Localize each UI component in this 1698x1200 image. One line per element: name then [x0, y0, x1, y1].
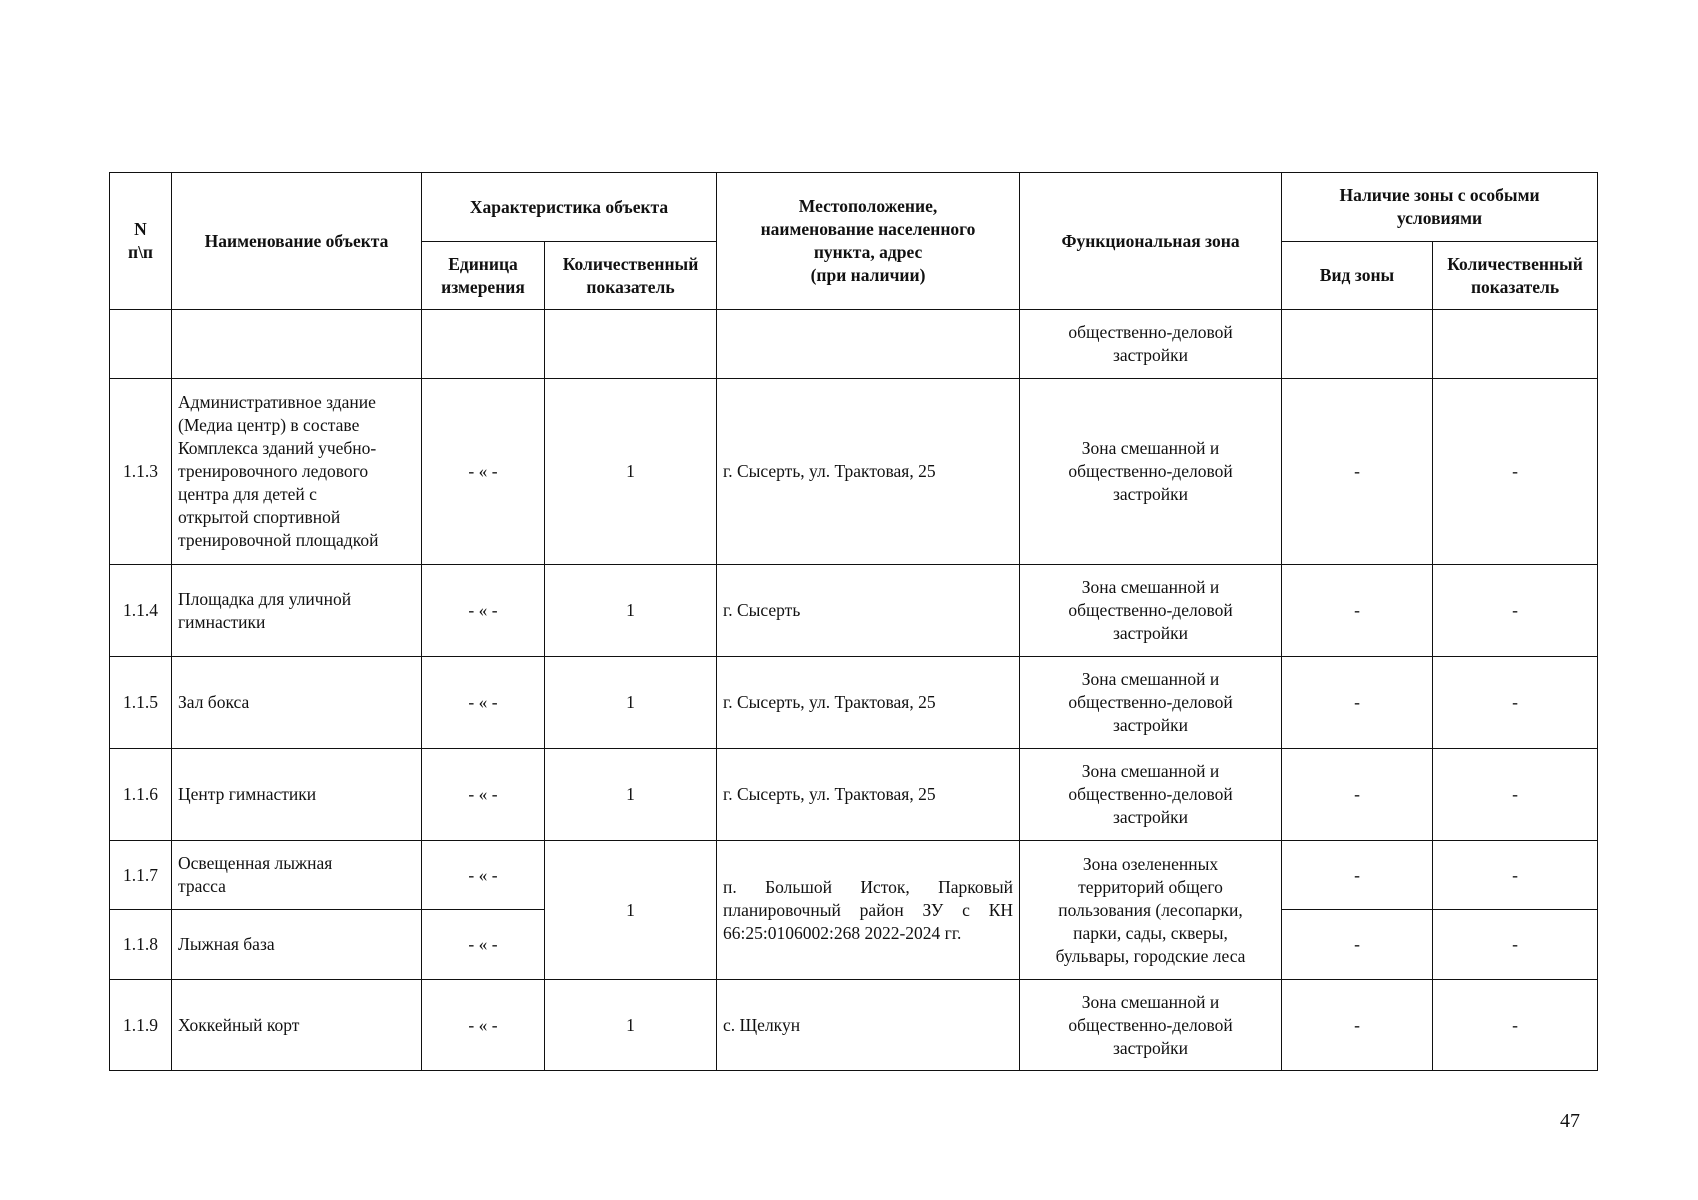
cell-zone-type: - [1282, 657, 1433, 749]
cell-location: г. Сысерть, ул. Трактовая, 25 [717, 749, 1020, 841]
cell-zone: Зона смешанной и общественно-деловой застройки [1020, 379, 1282, 565]
table-row [110, 379, 1598, 565]
cell-unit: - « - [422, 749, 545, 841]
cell-name: Освещенная лыжная трасса [172, 841, 422, 910]
cell-quantity: 1 [545, 379, 717, 565]
cell-name: Зал бокса [172, 657, 422, 749]
cell-name: Административное здание (Медиа центр) в составе Комплекса зданий учебно- тренировочного ледового центра для детей с открытой спортивной тренировочной площадкой [172, 379, 422, 565]
cell-name: Хоккейный корт [172, 980, 422, 1071]
cell-zone-type: - [1282, 910, 1433, 980]
table-row [110, 565, 1598, 657]
cell-zone: Зона смешанной и общественно-деловой застройки [1020, 657, 1282, 749]
cell-zone-quantity: - [1433, 841, 1598, 910]
header-quantity: Количественный показатель [545, 242, 717, 310]
cell-num: 1.1.6 [110, 749, 172, 841]
cell-zone-type: - [1282, 565, 1433, 657]
cell-quantity: 1 [545, 657, 717, 749]
cell-zone: Зона смешанной и общественно-деловой застройки [1020, 565, 1282, 657]
header-name: Наименование объекта [172, 173, 422, 310]
cell-unit: - « - [422, 841, 545, 910]
cell-zone-quantity: - [1433, 657, 1598, 749]
cell-name: Площадка для уличной гимнастики [172, 565, 422, 657]
cell-zone-type: - [1282, 841, 1433, 910]
cell-location: г. Сысерть [717, 565, 1020, 657]
cell-location: г. Сысерть, ул. Трактовая, 25 [717, 379, 1020, 565]
cell-zone-type: - [1282, 749, 1433, 841]
cell-zone-type: - [1282, 379, 1433, 565]
table-header [110, 173, 1598, 310]
objects-table [109, 172, 1598, 1071]
cell-name: Центр гимнастики [172, 749, 422, 841]
page-number: 47 [1560, 1110, 1580, 1132]
cell-unit: - « - [422, 657, 545, 749]
cell-name: Лыжная база [172, 910, 422, 980]
cell-zone-quantity: - [1433, 980, 1598, 1071]
cell-zone-quantity: - [1433, 910, 1598, 980]
header-location: Местоположение, наименование населенного пункта, адрес (при наличии) [717, 173, 1020, 310]
table-row [110, 980, 1598, 1071]
cell-num: 1.1.4 [110, 565, 172, 657]
table-row [110, 841, 1598, 910]
header-zone-quantity: Количественный показатель [1433, 242, 1598, 310]
cell-zone-quantity: - [1433, 565, 1598, 657]
header-characteristic: Характеристика объекта [422, 173, 717, 242]
cell-zone: Зона смешанной и общественно-деловой застройки [1020, 980, 1282, 1071]
header-zone: Функциональная зона [1020, 173, 1282, 310]
table-row [110, 657, 1598, 749]
cell-unit: - « - [422, 910, 545, 980]
cell-num: 1.1.7 [110, 841, 172, 910]
header-special-zone: Наличие зоны с особыми условиями [1282, 173, 1598, 242]
cell-location: г. Сысерть, ул. Трактовая, 25 [717, 657, 1020, 749]
cell-zone-merged: Зона озелененных территорий общего пользования (лесопарки, парки, сады, скверы, бульвары, городские леса [1020, 841, 1282, 980]
header-zone-type: Вид зоны [1282, 242, 1433, 310]
cell-num: 1.1.5 [110, 657, 172, 749]
cell-zone: Зона смешанной и общественно-деловой застройки [1020, 749, 1282, 841]
cell-quantity: 1 [545, 749, 717, 841]
cell-location: с. Щелкун [717, 980, 1020, 1071]
cell-zone: общественно-деловой застройки [1020, 310, 1282, 379]
header-num: N п\п [110, 173, 172, 310]
cell-quantity: 1 [545, 980, 717, 1071]
continuation-row [110, 310, 1598, 379]
cell-quantity: 1 [545, 565, 717, 657]
header-unit: Единица измерения [422, 242, 545, 310]
cell-zone-quantity: - [1433, 379, 1598, 565]
cell-unit: - « - [422, 379, 545, 565]
cell-zone-type: - [1282, 980, 1433, 1071]
table-row [110, 749, 1598, 841]
cell-num: 1.1.3 [110, 379, 172, 565]
cell-unit: - « - [422, 980, 545, 1071]
cell-num: 1.1.9 [110, 980, 172, 1071]
cell-zone-quantity: - [1433, 749, 1598, 841]
cell-unit: - « - [422, 565, 545, 657]
cell-location-merged: п. Большой Исток, Парковый планировочный район ЗУ с КН 66:25:0106002:268 2022-2024 гг. [717, 841, 1020, 980]
cell-quantity-merged: 1 [545, 841, 717, 980]
cell-num: 1.1.8 [110, 910, 172, 980]
